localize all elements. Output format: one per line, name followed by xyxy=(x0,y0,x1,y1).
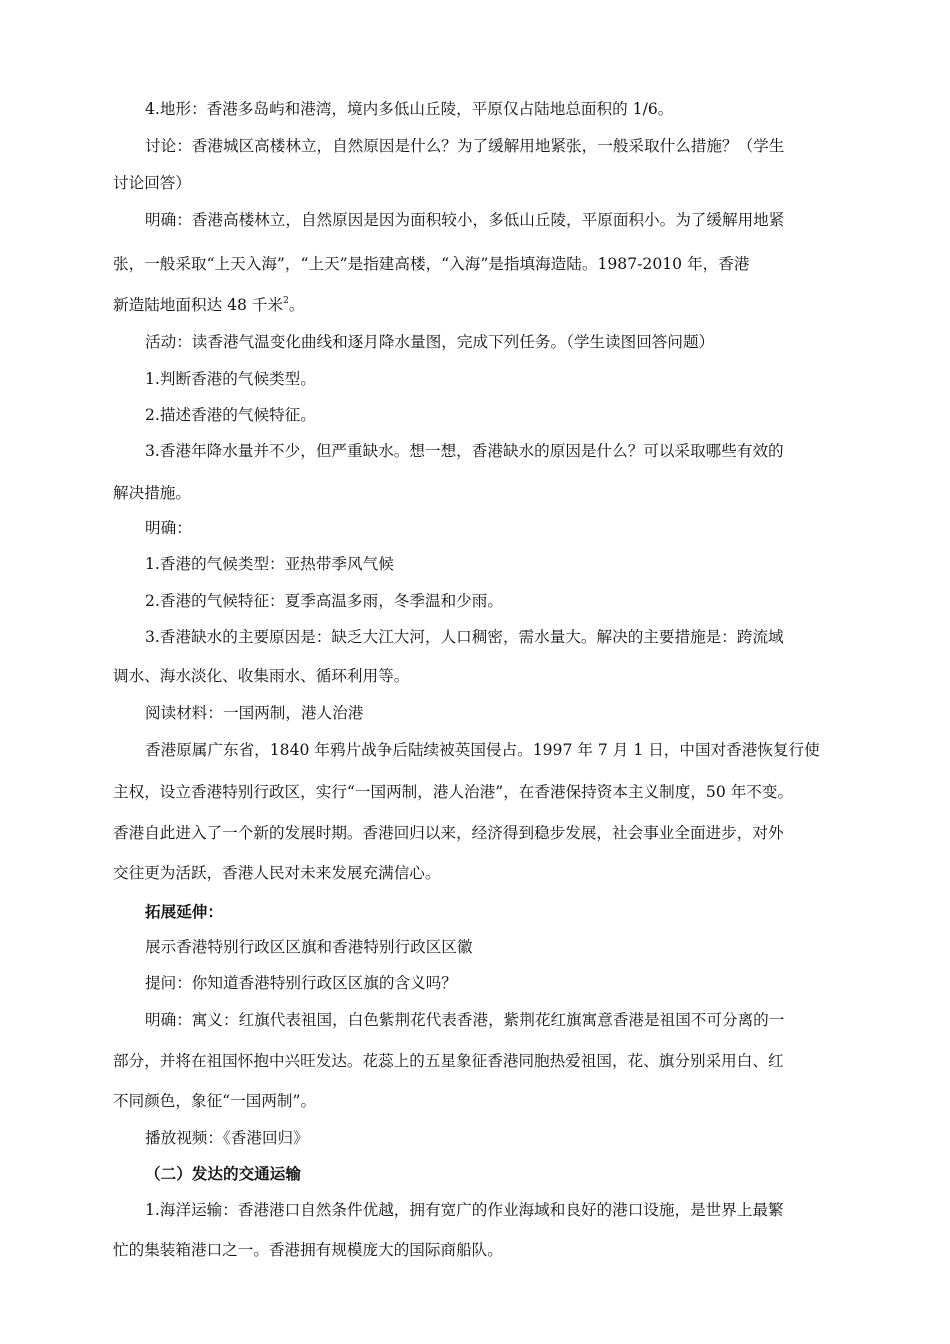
task-item-1: 1.判断香港的气候类型。 xyxy=(145,370,316,388)
reading-paragraph-line2: 主权，设立香港特别行政区，实行“一国两制，港人治港”，在香港保持资本主义制度，50 年不变。 xyxy=(113,783,794,801)
paragraph-discussion-line2: 讨论回答） xyxy=(113,174,191,192)
paragraph-activity: 活动：读香港气温变化曲线和逐月降水量图，完成下列任务。（学生读图回答问题） xyxy=(145,333,715,351)
section-heading-transport: （二）发达的交通运输 xyxy=(145,1165,301,1183)
answer-item-3-line1: 3.香港缺水的主要原因是：缺乏大江大河，人口稠密，需水量大。解决的主要措施是：跨流域 xyxy=(145,628,784,646)
paragraph-terrain: 4.地形：香港多岛屿和港湾，境内多低山丘陵，平原仅占陆地总面积的 1/6。 xyxy=(145,100,674,118)
flag-meaning-line1: 明确：寓义：红旗代表祖国，白色紫荆花代表香港，紫荆花红旗寓意香港是祖国不可分离的一 xyxy=(145,1011,785,1029)
paragraph-answer-line1: 明确：香港高楼林立，自然原因是因为面积较小，多低山丘陵，平原面积小。为了缓解用地紧 xyxy=(145,211,785,229)
period-mark: 。 xyxy=(288,296,305,314)
ocean-transport-line1: 1.海洋运输：香港港口自然条件优越，拥有宽广的作业海域和良好的港口设施，是世界上最繁 xyxy=(145,1201,784,1219)
answer-item-2: 2.香港的气候特征：夏季高温多雨，冬季温和少雨。 xyxy=(145,592,503,610)
extension-show: 展示香港特别行政区区旗和香港特别行政区区徽 xyxy=(145,938,473,956)
paragraph-discussion-line1: 讨论：香港城区高楼林立，自然原因是什么？为了缓解用地紧张，一般采取什么措施？（学生 xyxy=(145,137,785,155)
extension-heading: 拓展延伸： xyxy=(145,903,223,921)
answer-heading: 明确： xyxy=(145,519,192,537)
flag-meaning-line3: 不同颜色，象征“一国两制”。 xyxy=(113,1092,317,1110)
paragraph-answer-line3 xyxy=(113,295,304,315)
reading-material-title: 阅读材料：一国两制，港人治港 xyxy=(145,704,364,722)
task-item-2: 2.描述香港的气候特征。 xyxy=(145,406,316,424)
ocean-transport-line2: 忙的集装箱港口之一。香港拥有规模庞大的国际商船队。 xyxy=(113,1241,503,1259)
reading-paragraph-line1: 香港原属广东省，1840 年鸦片战争后陆续被英国侵占。1997 年 7 月 1 日，中国对香港恢复行使 xyxy=(145,741,820,759)
land-area-text: 新造陆地面积达 48 千米 xyxy=(113,296,284,314)
video-line: 播放视频：《香港回归》 xyxy=(145,1129,309,1147)
reading-paragraph-line4: 交往更为活跃，香港人民对未来发展充满信心。 xyxy=(113,864,441,882)
answer-item-3-line2: 调水、海水淡化、收集雨水、循环利用等。 xyxy=(113,667,410,685)
flag-meaning-line2: 部分，并将在祖国怀抱中兴旺发达。花蕊上的五星象征香港同胞热爱祖国，花、旗分别采用白、红 xyxy=(113,1052,784,1070)
task-item-3-line1: 3.香港年降水量并不少，但严重缺水。想一想，香港缺水的原因是什么？可以采取哪些有效的 xyxy=(145,442,784,460)
reading-paragraph-line3: 香港自此进入了一个新的发展时期。香港回归以来，经济得到稳步发展，社会事业全面进步，对外 xyxy=(113,824,784,842)
extension-question: 提问：你知道香港特别行政区区旗的含义吗？ xyxy=(145,974,457,992)
task-item-3-line2: 解决措施。 xyxy=(113,484,191,502)
answer-item-1: 1.香港的气候类型：亚热带季风气候 xyxy=(145,555,394,573)
superscript-2: 2 xyxy=(283,296,289,306)
paragraph-answer-line2: 张，一般采取“上天入海”，“上天”是指建高楼，“入海”是指填海造陆。1987-2010 年，香港 xyxy=(113,255,750,273)
